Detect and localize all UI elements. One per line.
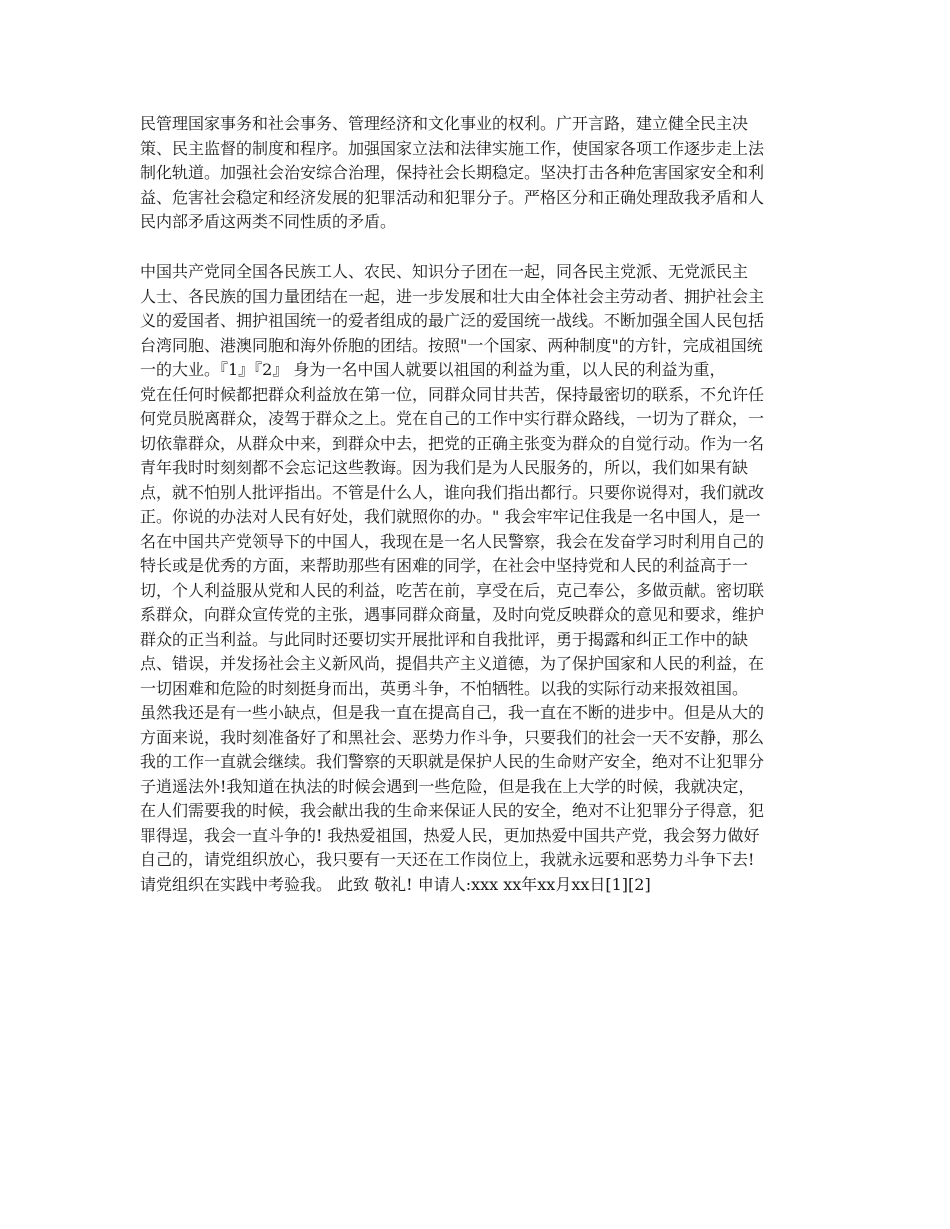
text-line: 党在任何时候都把群众利益放在第一位，同群众同甘共苦，保持最密切的联系，不允许任	[140, 384, 765, 404]
text-line: 虽然我还是有一些小缺点，但是我一直在提高自己，我一直在不断的进步中。但是从大的	[140, 703, 765, 722]
paragraph-1	[140, 112, 810, 235]
text-line: 特长或是优秀的方面，来帮助那些有困难的同学，在社会中坚持党和人民的利益高于一	[140, 556, 749, 575]
text-line: 子逍遥法外!我知道在执法的时候会遇到一些危险，但是我在上大学的时候，我就决定，	[140, 776, 755, 796]
text-line: 名在中国共产党领导下的中国人，我现在是一名人民警察，我会在发奋学习时利用自己的	[140, 531, 765, 551]
text-line: 益、危害社会稳定和经济发展的犯罪活动和犯罪分子。严格区分和正确处理敌我矛盾和人	[140, 187, 765, 207]
text-line: 何党员脱离群众，凌驾于群众之上。党在自己的工作中实行群众路线，一切为了群众，一	[140, 409, 765, 428]
text-line: 台湾同胞、港澳同胞和海外侨胞的团结。按照"一个国家、两种制度"的方针，完成祖国统	[140, 335, 763, 355]
text-line: 切，个人利益服从党和人民的利益，吃苦在前，享受在后，克己奉公，多做贡献。密切联	[140, 580, 765, 600]
text-line: 民内部矛盾这两类不同性质的矛盾。	[140, 212, 397, 231]
paragraph-2	[140, 260, 810, 897]
text-line: 中国共产党同全国各民族工人、农民、知识分子团在一起，同各民主党派、无党派民主	[140, 262, 749, 281]
text-line: 民管理国家事务和社会事务、管理经济和文化事业的权利。广开言路，建立健全民主决	[140, 114, 749, 133]
text-line: 在人们需要我的时候，我会献出我的生命来保证人民的安全，绝对不让犯罪分子得意，犯	[140, 801, 765, 820]
signature-line: 请党组织在实践中考验我。 此致 敬礼! 申请人:xxx xx年xx月xx日[1][2]	[140, 874, 651, 894]
text-line: 策、民主监督的制度和程序。加强国家立法和法律实施工作，使国家各项工作逐步走上法	[140, 138, 765, 158]
text-line: 人士、各民族的国力量团结在一起，进一步发展和壮大由全体社会主劳动者、拥护社会主	[140, 286, 765, 306]
text-line: 系群众，向群众宣传党的主张，遇事同群众商量，及时向党反映群众的意见和要求，维护	[140, 605, 765, 624]
text-line: 方面来说，我时刻准备好了和黑社会、恶势力作斗争，只要我们的社会一天不安静，那么	[140, 727, 765, 747]
text-line: 一切困难和危险的时刻挺身而出，英勇斗争，不怕牺牲。以我的实际行动来报效祖国。	[140, 678, 749, 698]
text-line: 我的工作一直就会继续。我们警察的天职就是保护人民的生命财产安全，绝对不让犯罪分	[140, 752, 765, 771]
text-line: 群众的正当利益。与此同时还要切实开展批评和自我批评，勇于揭露和纠正工作中的缺	[140, 629, 749, 649]
text-line: 青年我时时刻刻都不会忘记这些教诲。因为我们是为人民服务的，所以，我们如果有缺	[140, 458, 749, 477]
text-line: 义的爱国者、拥护祖国统一的爱者组成的最广泛的爱国统一战线。不断加强全国人民包括	[140, 311, 765, 330]
text-line: 自己的，请党组织放心，我只要有一天还在工作岗位上，我就永远要和恶势力斗争下去!	[140, 850, 755, 869]
text-line: 正。你说的办法对人民有好处，我们就照你的办。" 我会牢牢记住我是一名中国人，是一	[140, 507, 761, 526]
text-line: 点，就不怕别人批评指出。不管是什么人，谁向我们指出都行。只要你说得对，我们就改	[140, 482, 765, 502]
text-line: 制化轨道。加强社会治安综合治理，保持社会长期稳定。坚决打击各种危害国家安全和利	[140, 163, 765, 182]
text-line: 一的大业。『1』『2』 身为一名中国人就要以祖国的利益为重，以人民的利益为重，	[140, 360, 726, 379]
text-line: 切依靠群众，从群众中来，到群众中去，把党的正确主张变为群众的自觉行动。作为一名	[140, 433, 765, 453]
text-line: 点、错误，并发扬社会主义新风尚，提倡共产主义道德，为了保护国家和人民的利益，在	[140, 654, 765, 673]
text-line: 罪得逞，我会一直斗争的! 我热爱祖国，热爱人民，更加热爱中国共产党，我会努力做好	[140, 825, 760, 845]
